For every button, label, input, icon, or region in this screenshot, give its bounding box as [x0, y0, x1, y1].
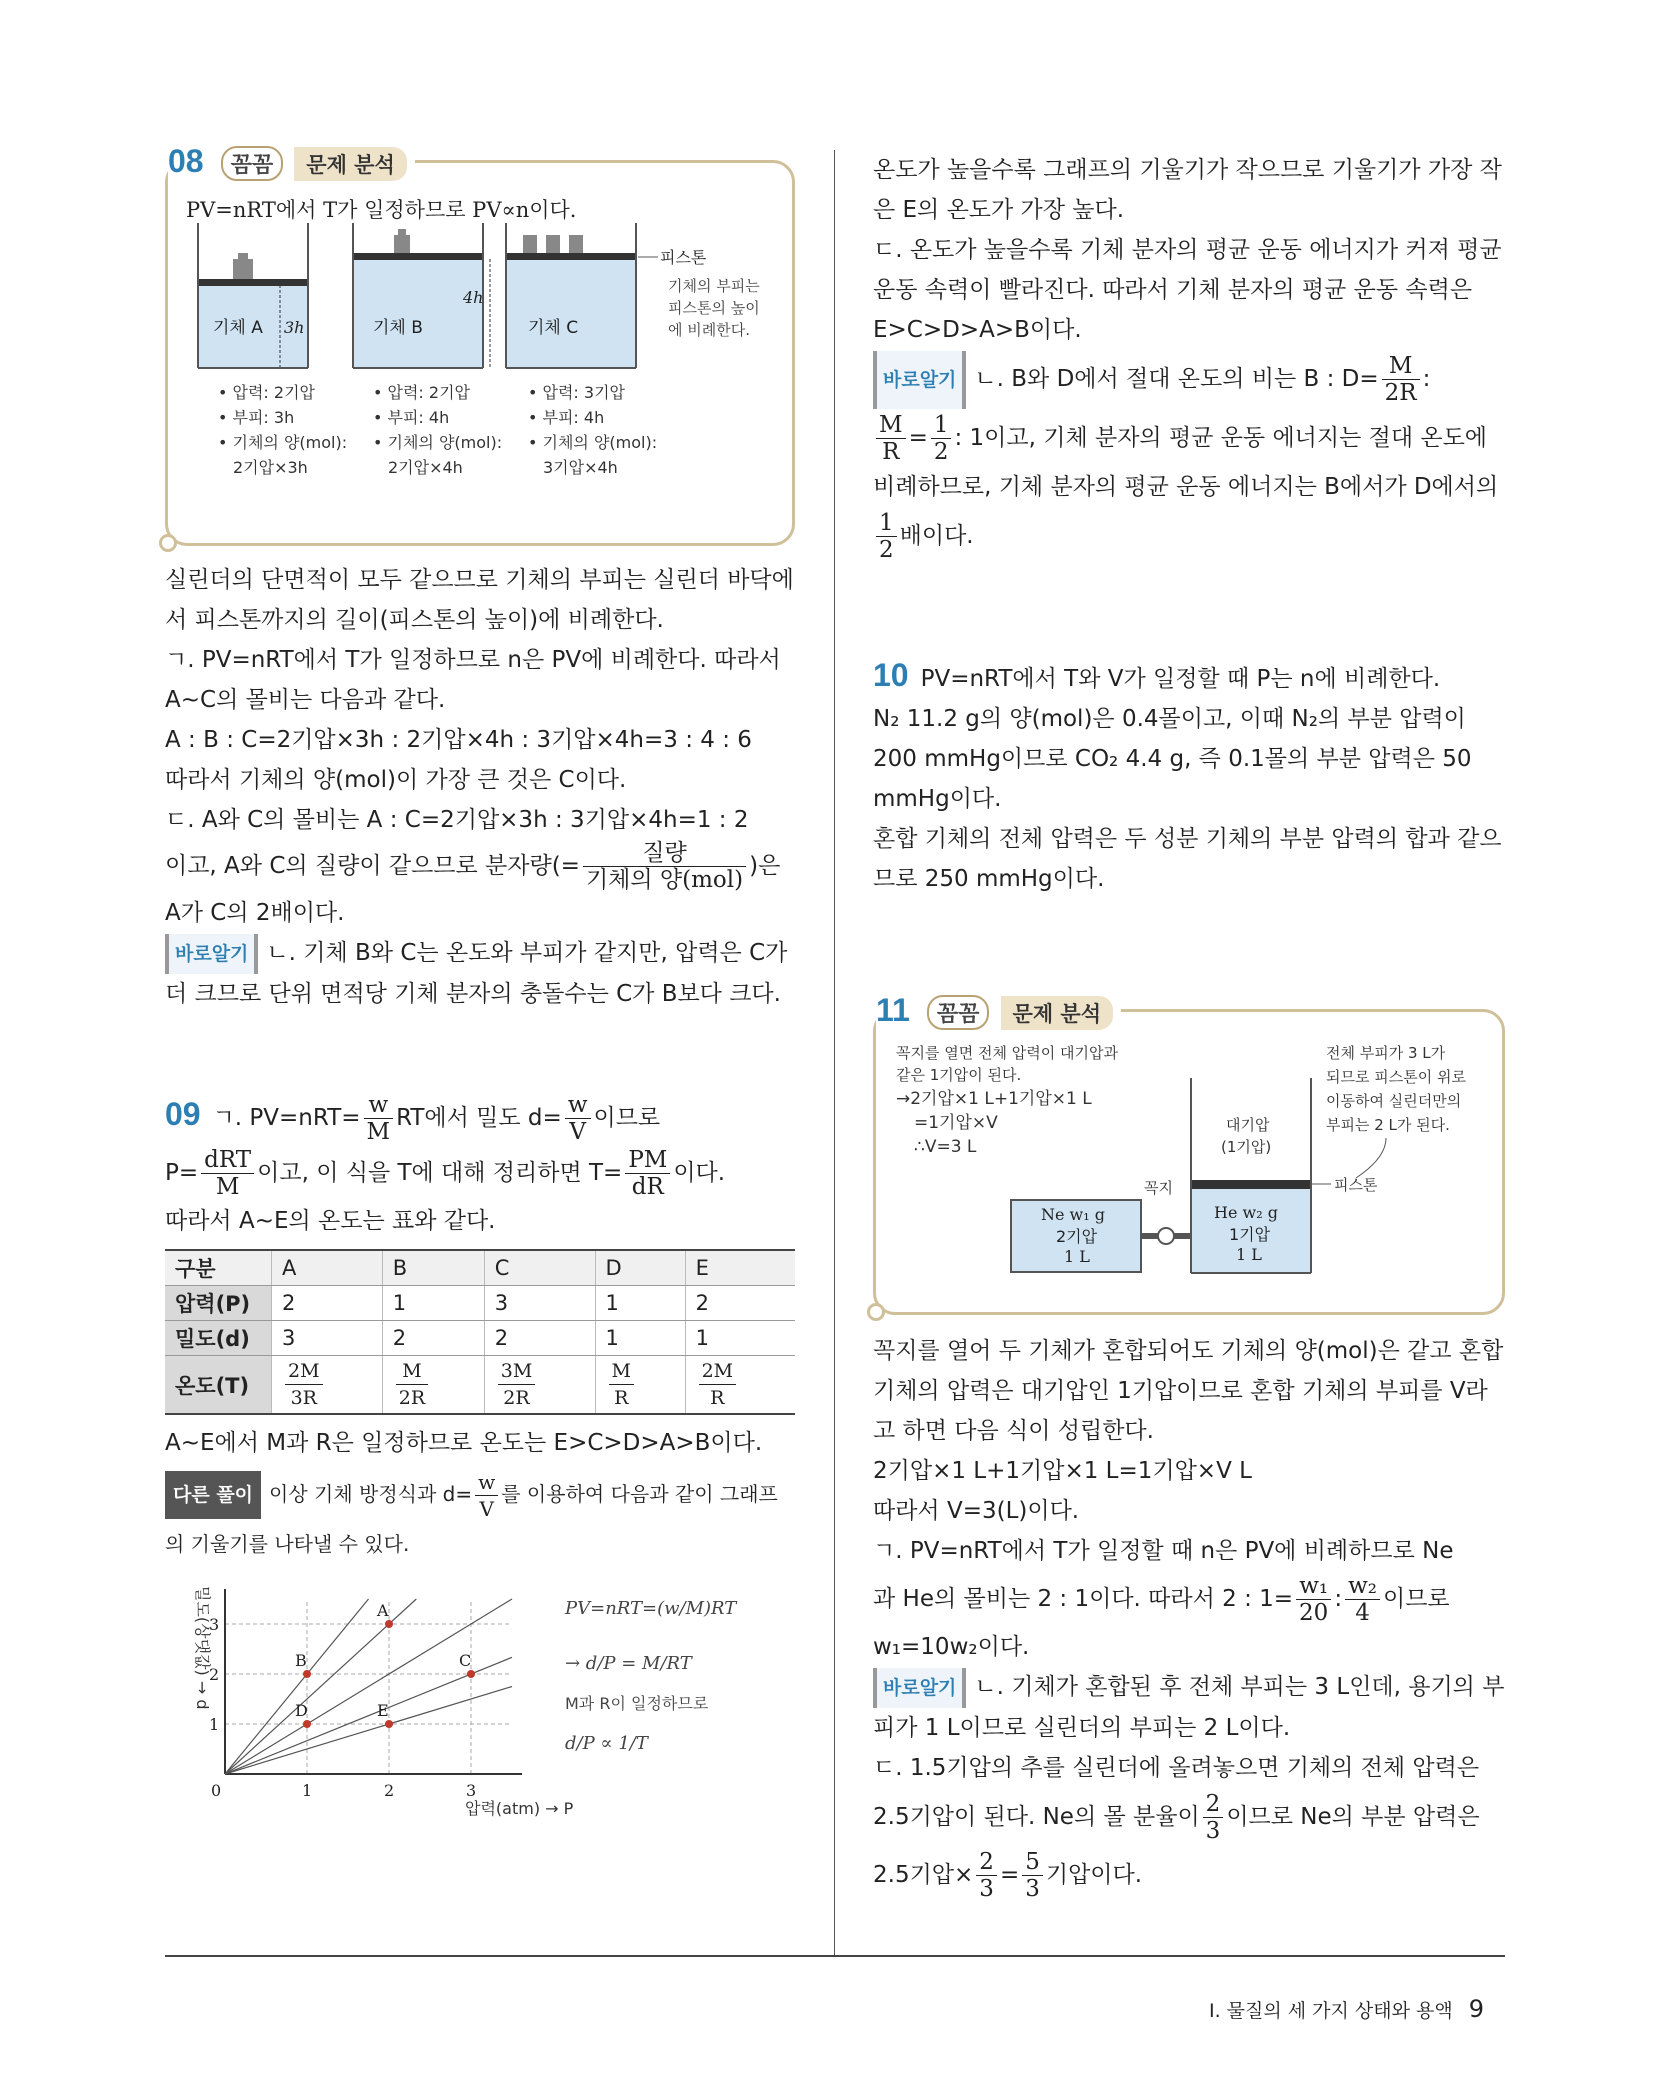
- box-bullet: [159, 534, 177, 552]
- q11-body: [873, 1331, 1505, 1904]
- table-header-cell: D: [595, 1250, 685, 1286]
- text-part: :: [1334, 1586, 1343, 1612]
- ne-box-2: 2기압: [1056, 1227, 1098, 1246]
- q08-analysis-box: [165, 143, 795, 546]
- point-label: C: [459, 1651, 472, 1670]
- frac-den: M: [215, 1174, 240, 1200]
- q08-p6: [165, 840, 795, 893]
- q10-l2: N₂ 11.2 g의 양(mol)은 0.4몰이고, 이때 N₂의 부분 압력이 200 mmHg이므로 CO₂ 4.4 g, 즉 0.1몰의 부분 압력은 50 mmHg이다.: [873, 706, 1472, 812]
- note-right-3: 이동하여 실린더만의: [1326, 1092, 1462, 1110]
- footer: [1209, 1995, 1484, 2023]
- note-right-2: 되므로 피스톤이 위로: [1326, 1068, 1466, 1086]
- point-label: A: [377, 1601, 389, 1620]
- table-header-cell: C: [484, 1250, 595, 1286]
- tag-barogalgi: 바로알기: [873, 351, 966, 409]
- c-info-3: • 기체의 양(mol):: [528, 433, 658, 452]
- cylinder-c: [506, 223, 760, 368]
- q11-header: [876, 992, 1121, 1030]
- frac-den: 2R: [503, 1387, 530, 1409]
- text-part: ㄴ. 기체 B와 C는 온도와 부피가 같지만, 압력은 C가 더 크므로 단위 면적당 기체 분자의 충돌수는 C가 B보다 크다.: [165, 940, 788, 1007]
- table-cell: 2: [685, 1286, 795, 1321]
- table-row: [165, 1321, 795, 1356]
- text-part: 이고, 이 식을 T에 대해 정리하면 T=: [257, 1160, 623, 1186]
- badge: 꼼꼼: [927, 995, 990, 1030]
- fraction: [565, 1092, 591, 1145]
- badge-label: 문제 분석: [294, 147, 406, 181]
- fraction: [876, 412, 906, 465]
- atm-label-2: (1기압): [1221, 1138, 1272, 1156]
- frac-num: 1: [931, 412, 952, 439]
- note-right-1: 전체 부피가 3 L가: [1326, 1044, 1446, 1062]
- table-cell: [685, 1356, 795, 1415]
- text-part: ㄴ. B와 D에서 절대 온도의 비는 B : D=: [974, 366, 1379, 392]
- frac-num: 2: [976, 1849, 997, 1876]
- row-label: 압력(P): [165, 1286, 272, 1321]
- frac-num: M: [876, 412, 906, 439]
- c-info-4: 3기압×4h: [543, 458, 618, 477]
- q11-p5: [873, 1571, 1505, 1627]
- table-cell: 3: [484, 1286, 595, 1321]
- text-part: ㄴ. 기체가 혼합된 후 전체 부피는 3 L인데, 용기의 부피가 1 L이므로 실린더의 부피는 2 L이다.: [873, 1674, 1505, 1741]
- q11-p7: [873, 1667, 1505, 1748]
- cylinder-a: [198, 223, 308, 368]
- note-right-4: 부피는 2 L가 된다.: [1326, 1116, 1450, 1134]
- frac-num: M: [1382, 353, 1420, 380]
- piston-note-1: 기체의 부피는: [668, 277, 760, 295]
- b-info-1: • 압력: 2기압: [373, 383, 471, 402]
- cylinder-c-label: 기체 C: [528, 318, 579, 338]
- frac-num: w: [364, 1092, 394, 1119]
- frac-num: 2: [1203, 1791, 1224, 1818]
- data-point: [385, 1620, 393, 1628]
- frac-num: M: [396, 1358, 428, 1385]
- q08-p4: 따라서 기체의 양(mol)이 가장 큰 것은 C이다.: [165, 767, 627, 793]
- b-info-4: 2기압×4h: [388, 458, 463, 477]
- frac-den: 3R: [290, 1387, 317, 1409]
- mixing-diagram: [886, 1038, 1486, 1298]
- q09-l1: [165, 1088, 795, 1145]
- badge: 꼼꼼: [221, 146, 284, 181]
- x-tick-label: 2: [384, 1781, 395, 1800]
- frac-den: R: [614, 1387, 629, 1409]
- frac-den: M: [366, 1119, 391, 1145]
- frac-den: 4: [1355, 1600, 1370, 1626]
- q08-p3: A : B : C=2기압×3h : 2기압×4h : 3기압×4h=3 : 4 : 6: [165, 727, 752, 753]
- q09-continued: [873, 150, 1505, 565]
- y-tick-label: 3: [209, 1615, 220, 1634]
- x-tick-label: 0: [211, 1781, 222, 1800]
- cylinder-b-label: 기체 B: [373, 318, 423, 338]
- q11-p10: [873, 1846, 1505, 1904]
- c-info-1: • 압력: 3기압: [528, 383, 626, 402]
- q09r-p3: [873, 350, 1505, 409]
- table-header-cell: A: [272, 1250, 383, 1286]
- text-part: 이므로: [1383, 1586, 1450, 1612]
- left-column: [165, 143, 795, 1824]
- question-number: 08: [168, 143, 204, 179]
- fraction: [201, 1147, 254, 1200]
- x-tick-label: 3: [466, 1781, 477, 1800]
- footer-rule: [165, 1955, 1505, 1957]
- y-tick-label: 1: [209, 1715, 220, 1734]
- column-divider: [834, 150, 835, 1955]
- density-pressure-graph: [165, 1574, 795, 1824]
- data-point: [467, 1670, 475, 1678]
- page-number: 9: [1468, 1995, 1484, 2023]
- q11-p9: [873, 1788, 1505, 1846]
- table-row: [165, 1356, 795, 1415]
- text-part: 기압이다.: [1045, 1862, 1143, 1888]
- q11-p3: 따라서 V=3(L)이다.: [873, 1498, 1080, 1524]
- tag-barogalgi: 바로알기: [165, 934, 258, 974]
- fraction: [931, 412, 952, 465]
- table-header-cell: E: [685, 1250, 795, 1286]
- data-point: [385, 1720, 393, 1728]
- graph-formula-2: → d/P = M/RT: [565, 1653, 692, 1674]
- frac-num: PM: [625, 1147, 670, 1174]
- note-left-3: →2기압×1 L+1기압×1 L: [896, 1089, 1092, 1109]
- frac-num: M: [609, 1358, 634, 1385]
- note-left-4: =1기압×V: [914, 1113, 998, 1133]
- frac-num: w₂: [1345, 1573, 1380, 1600]
- fraction: [1022, 1849, 1043, 1902]
- text-part: : 1이고, 기체 분자의 평균 운동 에너지는 절대 온도에: [954, 425, 1488, 451]
- q11-p2: 2기압×1 L+1기압×1 L=1기압×V L: [873, 1458, 1252, 1484]
- q09r-p2: ㄷ. 온도가 높을수록 기체 분자의 평균 운동 에너지가 커져 평균 운동 속력이 빨라진다. 따라서 기체 분자의 평균 운동 속력은 E>C>D>A>B이다.: [873, 237, 1502, 343]
- graph-formula-3: M과 R이 일정하므로: [565, 1694, 709, 1713]
- graph-svg: [165, 1574, 795, 1824]
- point-label: E: [377, 1701, 389, 1720]
- fraction: [876, 510, 897, 563]
- text-part: 이다.: [673, 1160, 726, 1186]
- fraction: [625, 1147, 670, 1200]
- frac-den: 3: [979, 1876, 994, 1902]
- table-row: [165, 1286, 795, 1321]
- plot-area: [209, 1589, 522, 1800]
- table-cell: 1: [382, 1286, 484, 1321]
- graph-formula-4: d/P ∝ 1/T: [565, 1733, 648, 1754]
- fraction: [976, 1849, 997, 1902]
- cylinder-a-height: 3h: [284, 318, 305, 337]
- q09-l2: [165, 1145, 795, 1201]
- table-cell: [595, 1356, 685, 1415]
- box-bullet: [867, 1303, 885, 1321]
- b-info-2: • 부피: 4h: [373, 408, 450, 427]
- x-tick-label: 1: [302, 1781, 313, 1800]
- fraction: [1203, 1791, 1224, 1844]
- atm-label-1: 대기압: [1226, 1116, 1270, 1134]
- frac-num: dRT: [201, 1147, 254, 1174]
- fraction: [396, 1358, 428, 1411]
- text-part: :: [1422, 366, 1431, 392]
- piston-label: 피스톤: [1334, 1176, 1378, 1194]
- frac-num: 질량: [583, 840, 746, 867]
- a-info-3: • 기체의 양(mol):: [218, 433, 348, 452]
- frac-den: R: [882, 439, 900, 465]
- frac-den: dR: [631, 1174, 664, 1200]
- a-info-2: • 부피: 3h: [218, 408, 295, 427]
- frac-den: 2R: [1384, 380, 1417, 406]
- y-tick-label: 2: [209, 1665, 220, 1684]
- note-left-2: 같은 1기압이 된다.: [896, 1066, 1022, 1084]
- q10-l3: 혼합 기체의 전체 압력은 두 성분 기체의 부분 압력의 합과 같으므로 250 mmHg이다.: [873, 826, 1502, 892]
- frac-num: 3M: [498, 1358, 536, 1385]
- q11-analysis-box: [873, 992, 1505, 1315]
- valve-icon: [1158, 1228, 1174, 1244]
- a-info-4: 2기압×3h: [233, 458, 308, 477]
- q11-p6: w₁=10w₂이다.: [873, 1634, 1030, 1660]
- q10-section: [873, 655, 1505, 899]
- frac-den: R: [710, 1387, 725, 1409]
- text-part: ㄱ. PV=nRT=: [212, 1105, 361, 1131]
- text-part: 배이다.: [899, 523, 974, 549]
- note-left-5: ∴V=3 L: [914, 1137, 977, 1157]
- q09r-p1: 온도가 높을수록 그래프의 기울기가 작으므로 기울기가 가장 작은 E의 온도가 가장 높다.: [873, 157, 1502, 223]
- fraction: [1345, 1573, 1380, 1626]
- he-box-2: 1기압: [1229, 1225, 1271, 1244]
- table-cell: 1: [685, 1321, 795, 1356]
- frac-num: 1: [876, 510, 897, 537]
- piston-label: 피스톤: [660, 248, 707, 267]
- cylinders-diagram: [188, 223, 778, 513]
- frac-den: 2: [879, 537, 894, 563]
- fraction: [609, 1358, 634, 1411]
- text-part: =: [908, 425, 928, 451]
- text-part: PV=nRT에서 T와 V가 일정할 때 P는 n에 비례한다.: [920, 666, 1441, 692]
- point-label: B: [295, 1651, 307, 1670]
- q08-p7: A가 C의 2배이다.: [165, 900, 345, 926]
- piston-note-2: 피스톤의 높이: [668, 299, 760, 317]
- text-part: 이상 기체 방정식과 d=: [269, 1482, 473, 1506]
- y-axis-label: 밀도(상댓값) → d: [193, 1586, 212, 1710]
- series-line: [225, 1599, 369, 1774]
- badge-label: 문제 분석: [1001, 996, 1113, 1030]
- q11-p1: 꼭지를 열어 두 기체가 혼합되어도 기체의 양(mol)은 같고 혼합 기체의 압력은 대기압인 1기압이므로 혼합 기체의 부피를 V라고 하면 다음 식이 성립한다.: [873, 1338, 1504, 1444]
- cylinder-info: [218, 383, 657, 477]
- tag-alt-solution: 다른 풀이: [165, 1471, 261, 1519]
- text-part: 과 He의 몰비는 2 : 1이다. 따라서 2 : 1=: [873, 1586, 1294, 1612]
- table-cell: 1: [595, 1286, 685, 1321]
- tag-barogalgi: 바로알기: [873, 1668, 966, 1708]
- right-column: [873, 150, 1505, 1904]
- series-line: [225, 1599, 512, 1774]
- q09-after-table: A~E에서 M과 R은 일정하므로 온도는 E>C>D>A>B이다.: [165, 1430, 763, 1456]
- ne-box-1: Ne w₁ g: [1041, 1205, 1105, 1224]
- table-cell: 1: [595, 1321, 685, 1356]
- note-left: [896, 1044, 1118, 1157]
- valve-label: 꼭지: [1144, 1179, 1173, 1197]
- fraction: [1382, 353, 1420, 406]
- c-info-2: • 부피: 4h: [528, 408, 605, 427]
- fraction: [1296, 1573, 1331, 1626]
- table-header-cell: 구분: [165, 1250, 272, 1286]
- text-part: 2.5기압이 된다. Ne의 몰 분율이: [873, 1804, 1200, 1830]
- table-cell: 2: [382, 1321, 484, 1356]
- text-part: =: [999, 1862, 1020, 1888]
- frac-num: w: [475, 1469, 498, 1496]
- footer-section: I. 물질의 세 가지 상태와 용액: [1208, 2000, 1453, 2022]
- table-cell: 2: [484, 1321, 595, 1356]
- q09-alt: [165, 1469, 795, 1566]
- q09-l3: 따라서 A~E의 온도는 표와 같다.: [165, 1208, 496, 1234]
- q09r-p4: [873, 409, 1505, 467]
- cylinder-b: [353, 223, 490, 368]
- q10-l1: [873, 655, 1505, 699]
- cylinder-a-label: 기체 A: [213, 318, 263, 338]
- frac-den: 20: [1299, 1600, 1329, 1626]
- fraction: [498, 1358, 536, 1411]
- q08-p1: 실린더의 단면적이 모두 같으므로 기체의 부피는 실린더 바닥에서 피스톤까지의 길이(피스톤의 높이)에 비례한다.: [165, 567, 794, 633]
- text-part: 2.5기압×: [873, 1862, 974, 1888]
- frac-den: 3: [1025, 1876, 1040, 1902]
- data-point: [303, 1720, 311, 1728]
- table-header-cell: B: [382, 1250, 484, 1286]
- note-left-1: 꼭지를 열면 전체 압력이 대기압과: [896, 1044, 1118, 1062]
- fraction: [364, 1092, 394, 1145]
- q08-header: [168, 143, 415, 181]
- q09-section: [165, 1088, 795, 1824]
- frac-den: 3: [1205, 1818, 1221, 1844]
- point-label: D: [295, 1701, 308, 1720]
- b-info-3: • 기체의 양(mol):: [373, 433, 503, 452]
- fraction: [583, 840, 746, 893]
- a-info-1: • 압력: 2기압: [218, 383, 316, 402]
- text-part: 이므로: [593, 1105, 661, 1131]
- text-part: RT에서 밀도 d=: [396, 1105, 562, 1131]
- frac-num: 5: [1022, 1849, 1043, 1876]
- x-axis-label: 압력(atm) → P: [465, 1799, 574, 1818]
- frac-den: 2: [933, 439, 949, 465]
- q08-body: [165, 560, 795, 1014]
- row-label: 밀도(d): [165, 1321, 272, 1356]
- frac-den: 기체의 양(mol): [585, 867, 744, 893]
- table-cell: [272, 1356, 383, 1415]
- table-cell: [382, 1356, 484, 1415]
- table-cell: 3: [272, 1321, 383, 1356]
- q08-intro: PV=nRT에서 T가 일정하므로 PV∝n이다.: [186, 198, 577, 222]
- frac-num: 2M: [285, 1358, 323, 1385]
- frac-den: V: [569, 1119, 586, 1145]
- he-box-3: 1 L: [1236, 1245, 1262, 1264]
- data-point: [303, 1670, 311, 1678]
- piston: [1192, 1180, 1310, 1189]
- q08-p8: [165, 933, 795, 1014]
- he-box-1: He w₂ g: [1214, 1203, 1278, 1222]
- graph-formula-1: PV=nRT=(w/M)RT: [565, 1598, 737, 1619]
- table-cell: 2: [272, 1286, 383, 1321]
- table-cell: [484, 1356, 595, 1415]
- question-number: 10: [873, 657, 909, 693]
- frac-den: 2R: [398, 1387, 426, 1409]
- q09r-p6: [873, 507, 1505, 565]
- text-part: 를 이용하여 다음과 같이 그래프의 기울기를 나타낼 수 있다.: [165, 1482, 778, 1556]
- fraction: [699, 1358, 737, 1411]
- series-line: [225, 1687, 512, 1775]
- q09r-p5: 비례하므로, 기체 분자의 평균 운동 에너지는 B에서가 D에서의: [873, 474, 1499, 500]
- text-part: )은: [749, 853, 781, 879]
- text-part: 이고, A와 C의 질량이 같으므로 분자량(=: [165, 853, 580, 879]
- q11-p8: ㄷ. 1.5기압의 추를 실린더에 올려놓으면 기체의 전체 압력은: [873, 1755, 1480, 1781]
- text-part: P=: [165, 1160, 199, 1186]
- cylinder-b-height: 4h: [463, 288, 484, 307]
- table-header-row: [165, 1250, 795, 1286]
- question-number: 11: [876, 992, 910, 1028]
- frac-num: 2M: [699, 1358, 737, 1385]
- q08-p2: ㄱ. PV=nRT에서 T가 일정하므로 n은 PV에 비례한다. 따라서 A~C의 몰비는 다음과 같다.: [165, 647, 781, 713]
- fraction: [285, 1358, 323, 1411]
- q08-p5: ㄷ. A와 C의 몰비는 A : C=2기압×3h : 3기압×4h=1 : 2: [165, 807, 749, 833]
- q11-p4: ㄱ. PV=nRT에서 T가 일정할 때 n은 PV에 비례하므로 Ne: [873, 1538, 1454, 1564]
- question-number: 09: [165, 1096, 201, 1132]
- piston-note-3: 에 비례한다.: [668, 321, 750, 339]
- temperature-table: [165, 1249, 795, 1415]
- row-label: 온도(T): [165, 1356, 272, 1415]
- frac-den: V: [479, 1497, 494, 1521]
- text-part: 이므로 Ne의 부분 압력은: [1226, 1804, 1480, 1830]
- fraction: [475, 1469, 498, 1522]
- frac-num: w₁: [1296, 1573, 1331, 1600]
- note-right: [1326, 1044, 1466, 1134]
- frac-num: w: [565, 1092, 591, 1119]
- ne-box-3: 1 L: [1064, 1247, 1090, 1266]
